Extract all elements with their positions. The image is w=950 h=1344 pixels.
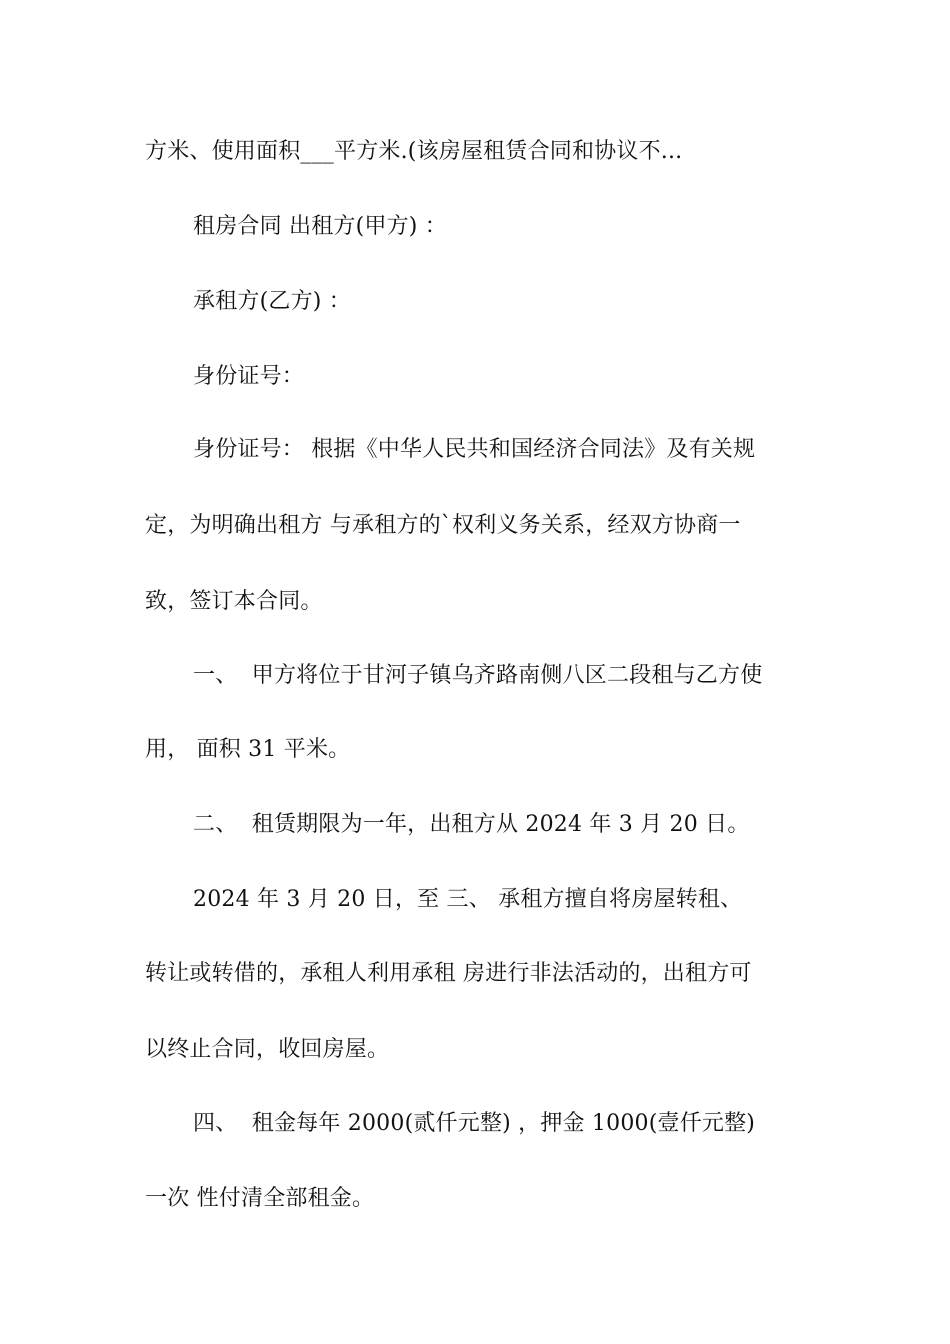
text-line: 四、 租金每年 2000(贰仟元整) ，押金 1000(壹仟元整) xyxy=(193,1111,756,1136)
text-line: 转让或转借的，承租人利用承租 房进行非法活动的，出租方可 xyxy=(145,961,752,986)
text-line: 租房合同 出租方(甲方) ： xyxy=(193,214,447,239)
text-line: 方米、使用面积___平方米.(该房屋租赁合同和协议不... xyxy=(145,139,683,164)
text-line: 承租方(乙方) ： xyxy=(193,289,351,314)
text-line: 定，为明确出租方 与承租方的`权利义务关系，经双方协商一 xyxy=(145,513,741,538)
text-line: 一、 甲方将位于甘河子镇乌齐路南侧八区二段租与乙方使 xyxy=(193,663,763,688)
text-line: 身份证号： 根据《中华人民共和国经济合同法》及有关规 xyxy=(193,437,756,462)
text-line: 一次 性付清全部租金。 xyxy=(145,1186,375,1211)
text-line: 以终止合同，收回房屋。 xyxy=(145,1037,390,1062)
text-line: 2024 年 3 月 20 日，至 三、 承租方擅自将房屋转租、 xyxy=(193,887,743,912)
text-line: 二、 租赁期限为一年，出租方从 2024 年 3 月 20 日。 xyxy=(193,812,750,837)
text-line: 用， 面积 31 平米。 xyxy=(145,737,351,762)
text-line: 致，签订本合同。 xyxy=(145,589,323,614)
text-line: 身份证号： xyxy=(193,364,305,389)
